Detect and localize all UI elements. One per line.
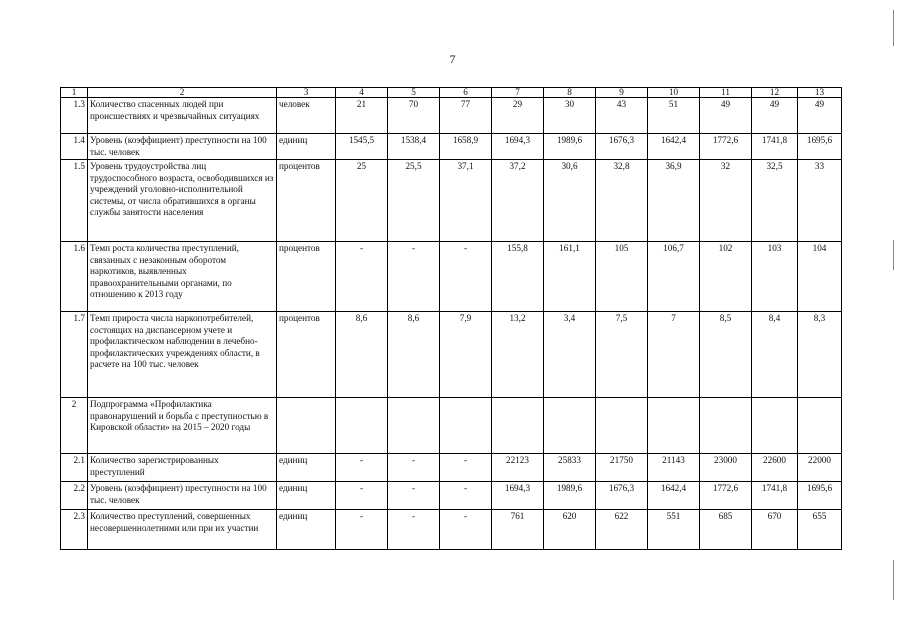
indicators-table xyxy=(60,87,842,550)
value-cell: 33 xyxy=(798,160,842,242)
header-cell: 8 xyxy=(544,88,596,98)
value-cell: 43 xyxy=(596,98,648,134)
header-cell: 10 xyxy=(648,88,700,98)
indicator-description: Количество зарегистрированных преступлений xyxy=(88,454,277,482)
value-cell: 30 xyxy=(544,98,596,134)
table-row xyxy=(61,312,842,398)
unit-cell: процентов xyxy=(277,242,336,312)
unit-cell xyxy=(277,398,336,454)
table-row xyxy=(61,134,842,160)
value-cell: 25 xyxy=(336,160,388,242)
value-cell: 685 xyxy=(700,510,752,550)
indicator-description: Уровень (коэффициент) преступности на 100 тыс. человек xyxy=(88,482,277,510)
value-cell: - xyxy=(440,482,492,510)
unit-cell: единиц xyxy=(277,510,336,550)
value-cell: 761 xyxy=(492,510,544,550)
value-cell: 7 xyxy=(648,312,700,398)
table-row xyxy=(61,482,842,510)
value-cell: 103 xyxy=(752,242,798,312)
value-cell: 106,7 xyxy=(648,242,700,312)
value-cell: 1772,6 xyxy=(700,134,752,160)
value-cell: 104 xyxy=(798,242,842,312)
value-cell xyxy=(648,398,700,454)
value-cell xyxy=(388,398,440,454)
header-cell: 9 xyxy=(596,88,648,98)
value-cell: 8,4 xyxy=(752,312,798,398)
unit-cell: процентов xyxy=(277,312,336,398)
table-row xyxy=(61,510,842,550)
row-number: 2.1 xyxy=(61,454,88,482)
value-cell xyxy=(492,398,544,454)
value-cell: 1642,4 xyxy=(648,482,700,510)
value-cell xyxy=(798,398,842,454)
value-cell: 8,6 xyxy=(388,312,440,398)
value-cell: - xyxy=(336,454,388,482)
value-cell: - xyxy=(440,454,492,482)
unit-cell: процентов xyxy=(277,160,336,242)
value-cell: - xyxy=(440,510,492,550)
value-cell: 1694,3 xyxy=(492,134,544,160)
header-cell: 13 xyxy=(798,88,842,98)
value-cell: 1741,8 xyxy=(752,134,798,160)
indicator-description: Темп роста количества преступлений, связанных с незаконным оборотом наркотиков, выявленных правоохранительными органами, по отношению к 2013 году xyxy=(88,242,277,312)
header-cell: 2 xyxy=(88,88,277,98)
value-cell: 8,3 xyxy=(798,312,842,398)
row-number: 1.5 xyxy=(61,160,88,242)
value-cell: - xyxy=(336,242,388,312)
header-cell: 5 xyxy=(388,88,440,98)
value-cell: 670 xyxy=(752,510,798,550)
unit-cell: единиц xyxy=(277,482,336,510)
value-cell: 25833 xyxy=(544,454,596,482)
value-cell: 21750 xyxy=(596,454,648,482)
header-cell: 3 xyxy=(277,88,336,98)
scan-edge-mark xyxy=(893,10,894,46)
indicator-description: Темп прироста числа наркопотребителей, состоящих на диспансерном учете и профилактическом наблюдении в лечебно-профилактических учреждениях области, в расчете на 100 тыс. человек xyxy=(88,312,277,398)
indicators-table-wrap xyxy=(60,87,842,550)
value-cell: - xyxy=(388,454,440,482)
value-cell: 1694,3 xyxy=(492,482,544,510)
value-cell: 1695,6 xyxy=(798,482,842,510)
value-cell: 7,5 xyxy=(596,312,648,398)
value-cell xyxy=(544,398,596,454)
value-cell: 37,2 xyxy=(492,160,544,242)
value-cell: - xyxy=(388,510,440,550)
value-cell: 161,1 xyxy=(544,242,596,312)
value-cell: - xyxy=(336,482,388,510)
value-cell: - xyxy=(388,482,440,510)
value-cell: 1989,6 xyxy=(544,134,596,160)
value-cell: 1658,9 xyxy=(440,134,492,160)
header-cell: 6 xyxy=(440,88,492,98)
value-cell: 49 xyxy=(798,98,842,134)
value-cell: 8,5 xyxy=(700,312,752,398)
value-cell: 22600 xyxy=(752,454,798,482)
value-cell: 1676,3 xyxy=(596,134,648,160)
row-number: 2.3 xyxy=(61,510,88,550)
indicator-description: Уровень (коэффициент) преступности на 100 тыс. человек xyxy=(88,134,277,160)
header-cell: 1 xyxy=(61,88,88,98)
row-number: 2 xyxy=(61,398,88,454)
value-cell: 1538,4 xyxy=(388,134,440,160)
value-cell: 1989,6 xyxy=(544,482,596,510)
row-number: 1.4 xyxy=(61,134,88,160)
value-cell: 36,9 xyxy=(648,160,700,242)
value-cell: 29 xyxy=(492,98,544,134)
header-cell: 12 xyxy=(752,88,798,98)
table-row xyxy=(61,398,842,454)
value-cell: 49 xyxy=(752,98,798,134)
header-cell: 4 xyxy=(336,88,388,98)
value-cell: 49 xyxy=(700,98,752,134)
value-cell: 51 xyxy=(648,98,700,134)
indicator-description: Уровень трудоустройства лиц трудоспособного возраста, освободившихся из учреждений уголовно-исполнительной системы, от числа обратившихся в органы службы занятости населения xyxy=(88,160,277,242)
indicator-description: Подпрограмма «Профилактика правонарушений и борьба с преступностью в Кировской области» на 2015 – 2020 годы xyxy=(88,398,277,454)
value-cell: 21 xyxy=(336,98,388,134)
page-number: 7 xyxy=(449,52,456,66)
value-cell xyxy=(752,398,798,454)
value-cell: 21143 xyxy=(648,454,700,482)
value-cell: 25,5 xyxy=(388,160,440,242)
value-cell: 30,6 xyxy=(544,160,596,242)
value-cell: 22123 xyxy=(492,454,544,482)
indicator-description: Количество спасенных людей при происшествиях и чрезвычайных ситуациях xyxy=(88,98,277,134)
value-cell: 32,5 xyxy=(752,160,798,242)
value-cell: 1642,4 xyxy=(648,134,700,160)
value-cell xyxy=(700,398,752,454)
scan-edge-mark xyxy=(893,560,894,600)
value-cell xyxy=(596,398,648,454)
value-cell: 22000 xyxy=(798,454,842,482)
row-number: 2.2 xyxy=(61,482,88,510)
value-cell: 105 xyxy=(596,242,648,312)
row-number: 1.7 xyxy=(61,312,88,398)
header-cell: 11 xyxy=(700,88,752,98)
header-row xyxy=(61,88,842,98)
value-cell: 7,9 xyxy=(440,312,492,398)
value-cell: 23000 xyxy=(700,454,752,482)
value-cell: 32 xyxy=(700,160,752,242)
unit-cell: единиц xyxy=(277,134,336,160)
value-cell xyxy=(336,398,388,454)
value-cell: 551 xyxy=(648,510,700,550)
value-cell: 37,1 xyxy=(440,160,492,242)
indicator-description: Количество преступлений, совершенных несовершеннолетними или при их участии xyxy=(88,510,277,550)
value-cell: 32,8 xyxy=(596,160,648,242)
scan-edge-mark xyxy=(893,240,894,270)
value-cell: 102 xyxy=(700,242,752,312)
value-cell xyxy=(440,398,492,454)
value-cell: 622 xyxy=(596,510,648,550)
value-cell: 3,4 xyxy=(544,312,596,398)
table-row xyxy=(61,160,842,242)
table-row xyxy=(61,98,842,134)
row-number: 1.6 xyxy=(61,242,88,312)
value-cell: 1676,3 xyxy=(596,482,648,510)
value-cell: 1772,6 xyxy=(700,482,752,510)
header-cell: 7 xyxy=(492,88,544,98)
value-cell: 77 xyxy=(440,98,492,134)
value-cell: 620 xyxy=(544,510,596,550)
unit-cell: единиц xyxy=(277,454,336,482)
table-row xyxy=(61,454,842,482)
value-cell: - xyxy=(336,510,388,550)
value-cell: - xyxy=(440,242,492,312)
value-cell: 655 xyxy=(798,510,842,550)
value-cell: 70 xyxy=(388,98,440,134)
unit-cell: человек xyxy=(277,98,336,134)
value-cell: 1545,5 xyxy=(336,134,388,160)
table-row xyxy=(61,242,842,312)
value-cell: 13,2 xyxy=(492,312,544,398)
value-cell: 1695,6 xyxy=(798,134,842,160)
value-cell: 1741,8 xyxy=(752,482,798,510)
value-cell: - xyxy=(388,242,440,312)
row-number: 1.3 xyxy=(61,98,88,134)
value-cell: 155,8 xyxy=(492,242,544,312)
value-cell: 8,6 xyxy=(336,312,388,398)
